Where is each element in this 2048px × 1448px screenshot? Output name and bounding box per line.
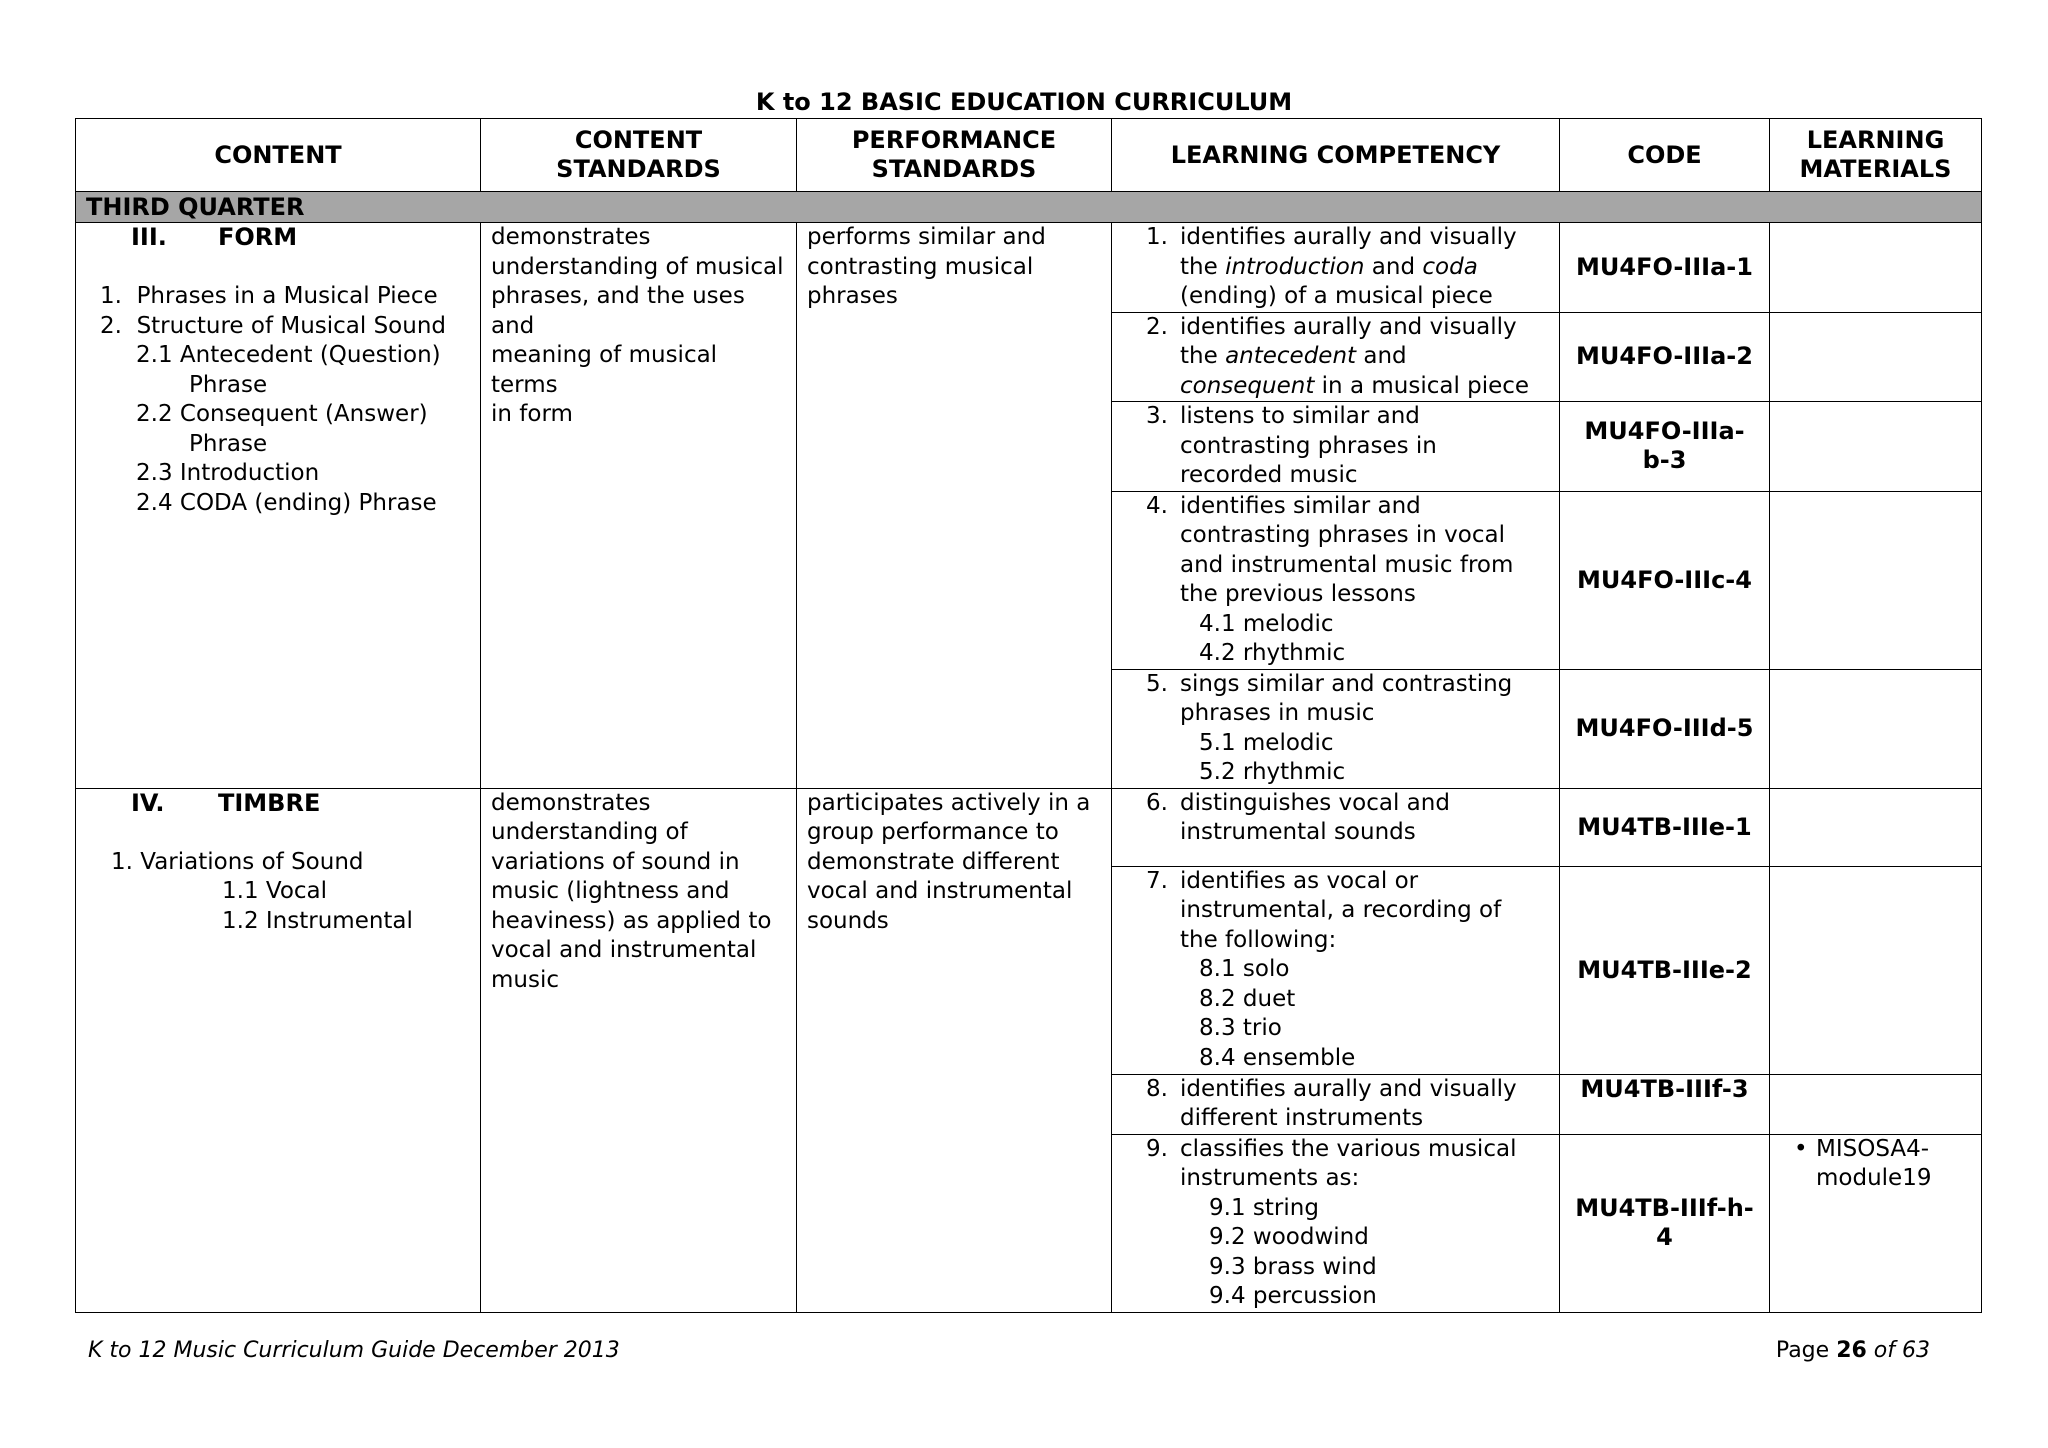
code-3: MU4FO-IIIa- b-3 [1560, 402, 1770, 492]
header-content-standards: CONTENT STANDARDS [481, 119, 797, 192]
code-6: MU4TB-IIIe-1 [1560, 788, 1770, 866]
form-content-standard: demonstrates understanding of musical phrases, and the uses and meaning of musical terms in form [481, 223, 797, 789]
materials-9: • MISOSA4- module19 [1770, 1134, 1982, 1312]
competency-3: 3. listens to similar and contrasting phrases in recorded music [1112, 402, 1560, 492]
materials-5 [1770, 669, 1982, 788]
timbre-content-standard: demonstrates understanding of variations of sound in music (lightness and heaviness) as applied to vocal and instrumental music [481, 788, 797, 1312]
code-1: MU4FO-IIIa-1 [1560, 223, 1770, 313]
header-code: CODE [1560, 119, 1770, 192]
header-row [76, 119, 1982, 192]
materials-6 [1770, 788, 1982, 866]
competency-1: 1. identifies aurally and visually the introduction and coda (ending) of a musical piece [1112, 223, 1560, 313]
code-4: MU4FO-IIIc-4 [1560, 491, 1770, 669]
materials-8 [1770, 1074, 1982, 1134]
competency-8: 8. identifies aurally and visually different instruments [1112, 1074, 1560, 1134]
competency-4: 4. identifies similar and contrasting phrases in vocal and instrumental music from the previous lessons 4.1 melodic 4.2 rhythmic [1112, 491, 1560, 669]
form-performance-standard: performs similar and contrasting musical phrases [797, 223, 1112, 789]
quarter-label: THIRD QUARTER [76, 192, 1982, 223]
code-8: MU4TB-IIIf-3 [1560, 1074, 1770, 1134]
materials-1 [1770, 223, 1982, 313]
form-content-cell: III. FORM 1. Phrases in a Musical Piece 2. Structure of Musical Sound 2.1 Antecedent (Question) Phrase 2.2 Consequent (Answer) Phrase 2.3 Introduction 2.4 CODA (ending) Phrase [76, 223, 481, 789]
header-performance-standards: PERFORMANCE STANDARDS [797, 119, 1112, 192]
materials-7 [1770, 866, 1982, 1074]
table-row [76, 788, 1982, 866]
header-learning-competency: LEARNING COMPETENCY [1112, 119, 1560, 192]
quarter-row [76, 192, 1982, 223]
footer-guide: K to 12 Music Curriculum Guide December 2013 [88, 1338, 620, 1363]
document-title: K to 12 BASIC EDUCATION CURRICULUM [755, 88, 1293, 116]
code-9: MU4TB-IIIf-h- 4 [1560, 1134, 1770, 1312]
code-2: MU4FO-IIIa-2 [1560, 312, 1770, 402]
header-content: CONTENT [76, 119, 481, 192]
form-heading: III. FORM [131, 223, 298, 251]
competency-6: 6. distinguishes vocal and instrumental sounds [1112, 788, 1560, 866]
timbre-performance-standard: participates actively in a group performance to demonstrate different vocal and instrumental sounds [797, 788, 1112, 1312]
timbre-heading: IV. TIMBRE [131, 788, 321, 817]
footer-page-number: Page 26 of 63 [1775, 1338, 1930, 1363]
competency-2: 2. identifies aurally and visually the antecedent and consequent in a musical piece [1112, 312, 1560, 402]
materials-2 [1770, 312, 1982, 402]
curriculum-table [75, 118, 1982, 1313]
table-row [76, 223, 1982, 313]
competency-5: 5. sings similar and contrasting phrases in music 5.1 melodic 5.2 rhythmic [1112, 669, 1560, 788]
materials-4 [1770, 491, 1982, 669]
code-5: MU4FO-IIId-5 [1560, 669, 1770, 788]
bullet-icon: • [1794, 1135, 1808, 1162]
competency-7: 7. identifies as vocal or instrumental, a recording of the following: 8.1 solo 8.2 duet 8.3 trio 8.4 ensemble [1112, 866, 1560, 1074]
header-learning-materials: LEARNING MATERIALS [1770, 119, 1982, 192]
timbre-content-cell: IV. TIMBRE 1. Variations of Sound 1.1 Vocal 1.2 Instrumental [76, 788, 481, 1312]
competency-9: 9. classifies the various musical instruments as: 9.1 string 9.2 woodwind 9.3 brass wind 9.4 percussion [1112, 1134, 1560, 1312]
materials-3 [1770, 402, 1982, 492]
code-7: MU4TB-IIIe-2 [1560, 866, 1770, 1074]
